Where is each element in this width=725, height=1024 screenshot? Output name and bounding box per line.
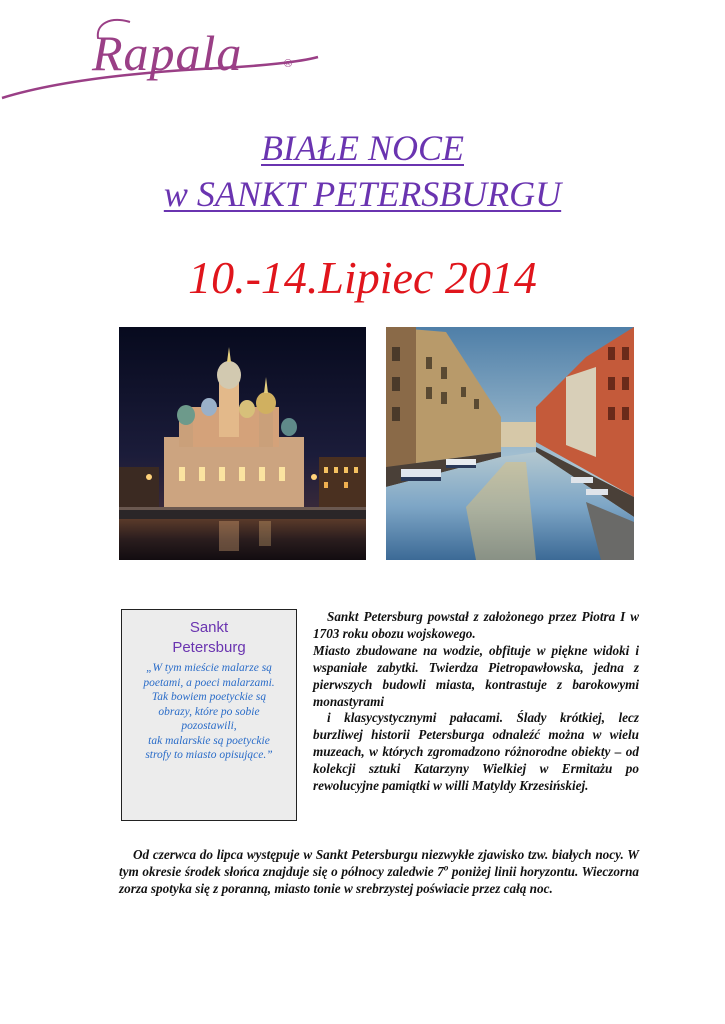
title-line-2: w SANKT PETERSBURGU [163, 174, 562, 214]
quote-line: tak malarskie są poetyckie [148, 734, 270, 747]
sidebar-quote-box [121, 609, 297, 821]
logo-wordmark: Rapala [92, 25, 243, 81]
quote-line: obrazy, które po sobie [158, 705, 260, 718]
quote-line: „W tym mieście malarze są [146, 662, 272, 674]
quote-line: pozostawili, [181, 720, 237, 732]
quote-line: strofy to miasto opisujące.” [145, 749, 273, 761]
degree-superscript: o [443, 862, 449, 873]
paragraph-history: Sankt Petersburg powstał z założonego przez Piotra I w 1703 roku obozu wojskowego. [313, 609, 639, 641]
event-date: 10.-14.Lipiec 2014 [188, 252, 537, 303]
sidebox-title [122, 618, 296, 658]
main-description [313, 609, 639, 795]
sidebox-quote [130, 661, 288, 763]
church-night-photo [119, 327, 366, 560]
registered-mark: ® [284, 58, 293, 70]
sidebox-title-line-2: Petersburg [172, 639, 246, 656]
sidebox-title-line-1: Sankt [189, 619, 229, 636]
canal-photo [386, 327, 634, 560]
white-nights-paragraph [119, 847, 639, 898]
paragraph-city: Miasto zbudowane na wodzie, obfituje w piękne widoki i wspaniałe zabytki. Twierdza Pietropawłowska, jedna z pierwszych budowli miasta, kontrastuje z barokowymi monastyrami [313, 642, 639, 709]
white-nights-text-1: Od czerwca do lipca występuje w Sankt Petersburgu niezwykłe zjawisko tzw. białych nocy. W tym okresie środek słońca znajduje się o północy zaledwie 7 [119, 847, 639, 879]
title-line-1: BIAŁE NOCE [261, 128, 464, 168]
white-nights-text-2: poniżej linii horyzontu. Wieczorna zorza spotyka się z poranną, miasto tonie w srebrzystej poświacie przez całą noc. [119, 863, 640, 896]
quote-line: poetami, a poeci malarzami. [143, 676, 275, 689]
quote-line: Tak bowiem poetyckie są [151, 691, 267, 703]
rapala-logo [0, 10, 320, 105]
paragraph-museums: i klasycystycznymi pałacami. Ślady krótkiej, lecz burzliwej historii Petersburga odnaleźć można w wielu muzeach, w których zgromadzono różnorodne obiekty – od kolekcji sztuki Katarzyny Wielkiej w Ermitażu po rewolucyjne pamiątki w willi Matyldy Krzesińskiej. [313, 710, 639, 794]
